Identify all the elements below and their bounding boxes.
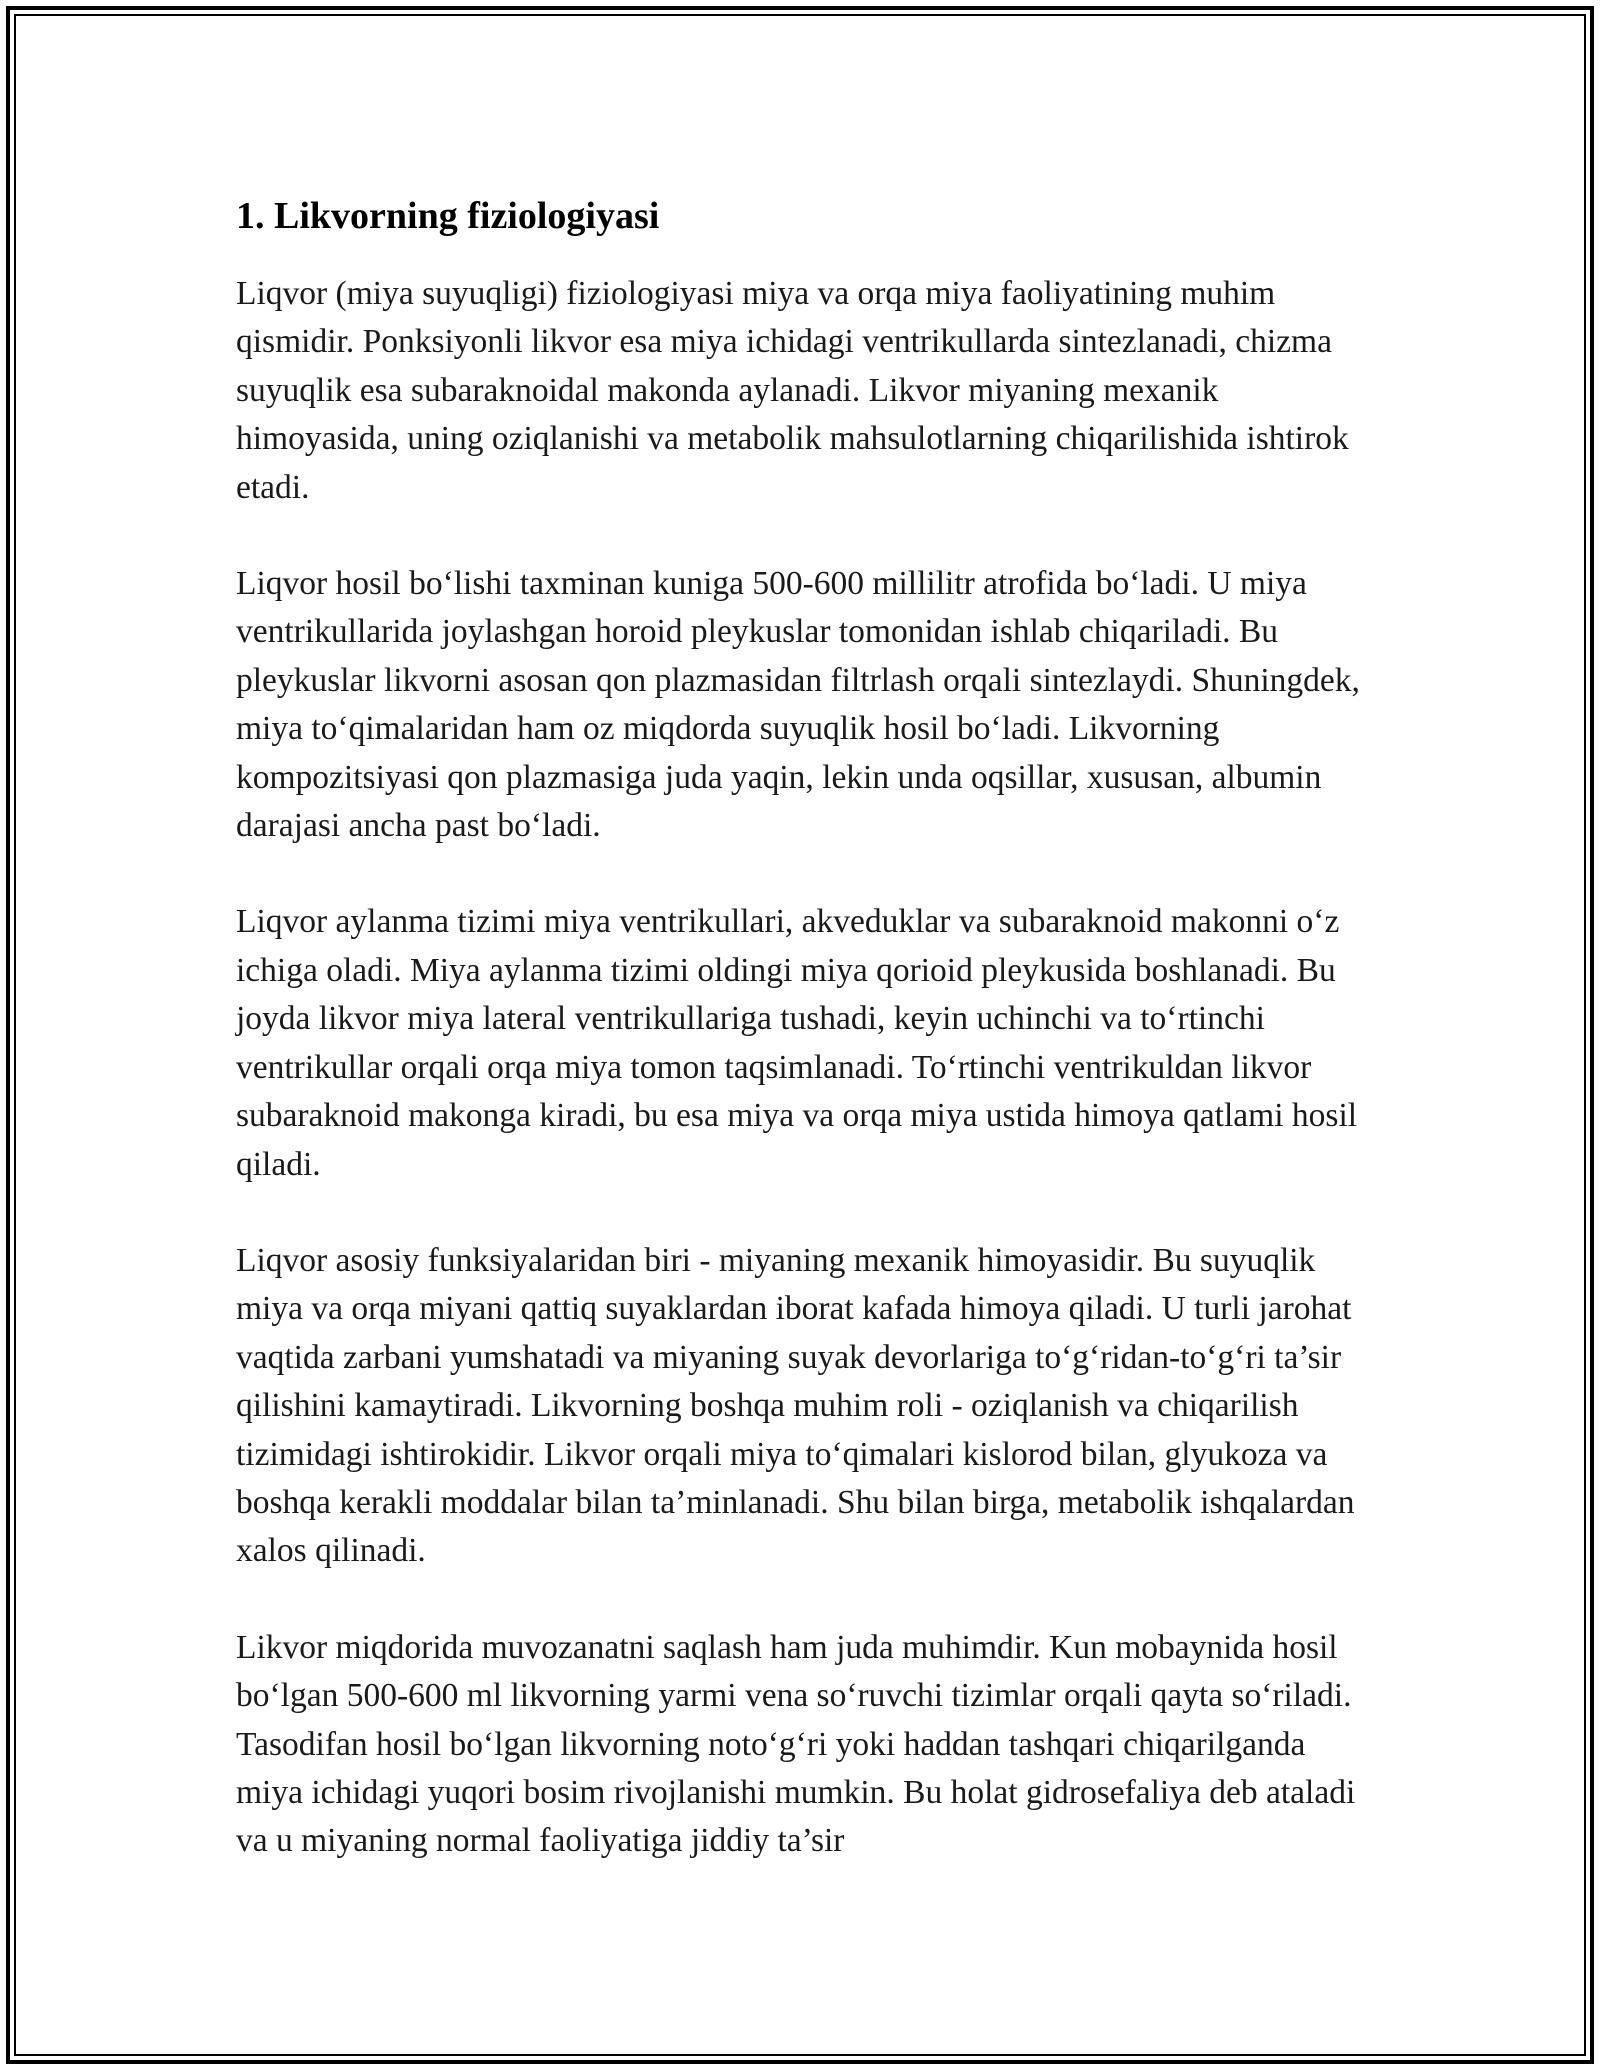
document-body <box>236 188 1376 1866</box>
paragraph-4: Liqvor asosiy funksiyalaridan biri - miyaning mexanik himoyasidir. Bu suyuqlik miya va orqa miyani qattiq suyaklardan iborat kafada himoya qiladi. U turli jarohat vaqtida zarbani yumshatadi va miyaning suyak devorlariga to‘g‘ridan-to‘g‘ri ta’sir qilishini kamaytiradi. Likvorning boshqa muhim roli - oziqlanish va chiqarilish tizimidagi ishtirokidir. Likvor orqali miya to‘qimalari kislorod bilan, glyukoza va boshqa kerakli moddalar bilan ta’minlanadi. Shu bilan birga, metabolik ishqalardan xalos qilinadi. <box>236 1241 1355 1570</box>
paragraph-1: Liqvor (miya suyuqligi) fiziologiyasi miya va orqa miya faoliyatining muhim qismidir. Ponksiyonli likvor esa miya ichidagi ventrikullarda sintezlanadi, chizma suyuqlik esa subaraknoidal makonda aylanadi. Likvor miyaning mexanik himoyasida, uning oziqlanishi va metabolik mahsulotlarning chiqarilishida ishtirok etadi. <box>236 275 1349 506</box>
section-heading: 1. Likvorning fiziologiyasi <box>236 195 660 237</box>
paragraph-2: Liqvor hosil bo‘lishi taxminan kuniga 500-600 millilitr atrofida bo‘ladi. U miya ventrikullarida joylashgan horoid pleykuslar tomonidan ishlab chiqariladi. Bu pleykuslar likvorni asosan qon plazmasidan filtrlash orqali sintezlaydi. Shuningdek, miya to‘qimalaridan ham oz miqdorda suyuqlik hosil bo‘ladi. Likvorning kompozitsiyasi qon plazmasiga juda yaqin, lekin unda oqsillar, xususan, albumin darajasi ancha past bo‘ladi. <box>236 565 1360 845</box>
paragraph-5: Likvor miqdorida muvozanatni saqlash ham juda muhimdir. Kun mobaynida hosil bo‘lgan 500-600 ml likvorning yarmi vena so‘ruvchi tizimlar orqali qayta so‘riladi. Tasodifan hosil bo‘lgan likvorning noto‘g‘ri yoki haddan tashqari chiqarilganda miya ichidagi yuqori bosim rivojlanishi mumkin. Bu holat gidrosefaliya deb ataladi va u miyaning normal faoliyatiga jiddiy ta’sir <box>236 1628 1356 1860</box>
paragraph-3: Liqvor aylanma tizimi miya ventrikullari, akveduklar va subaraknoid makonni o‘z ichiga oladi. Miya aylanma tizimi oldingi miya qorioid pleykusida boshlanadi. Bu joyda likvor miya lateral ventrikullariga tushadi, keyin uchinchi va to‘rtinchi ventrikullar orqali orqa miya tomon taqsimlanadi. To‘rtinchi ventrikuldan likvor subaraknoid makonga kiradi, bu esa miya va orqa miya ustida himoya qatlami hosil qiladi. <box>236 903 1358 1183</box>
